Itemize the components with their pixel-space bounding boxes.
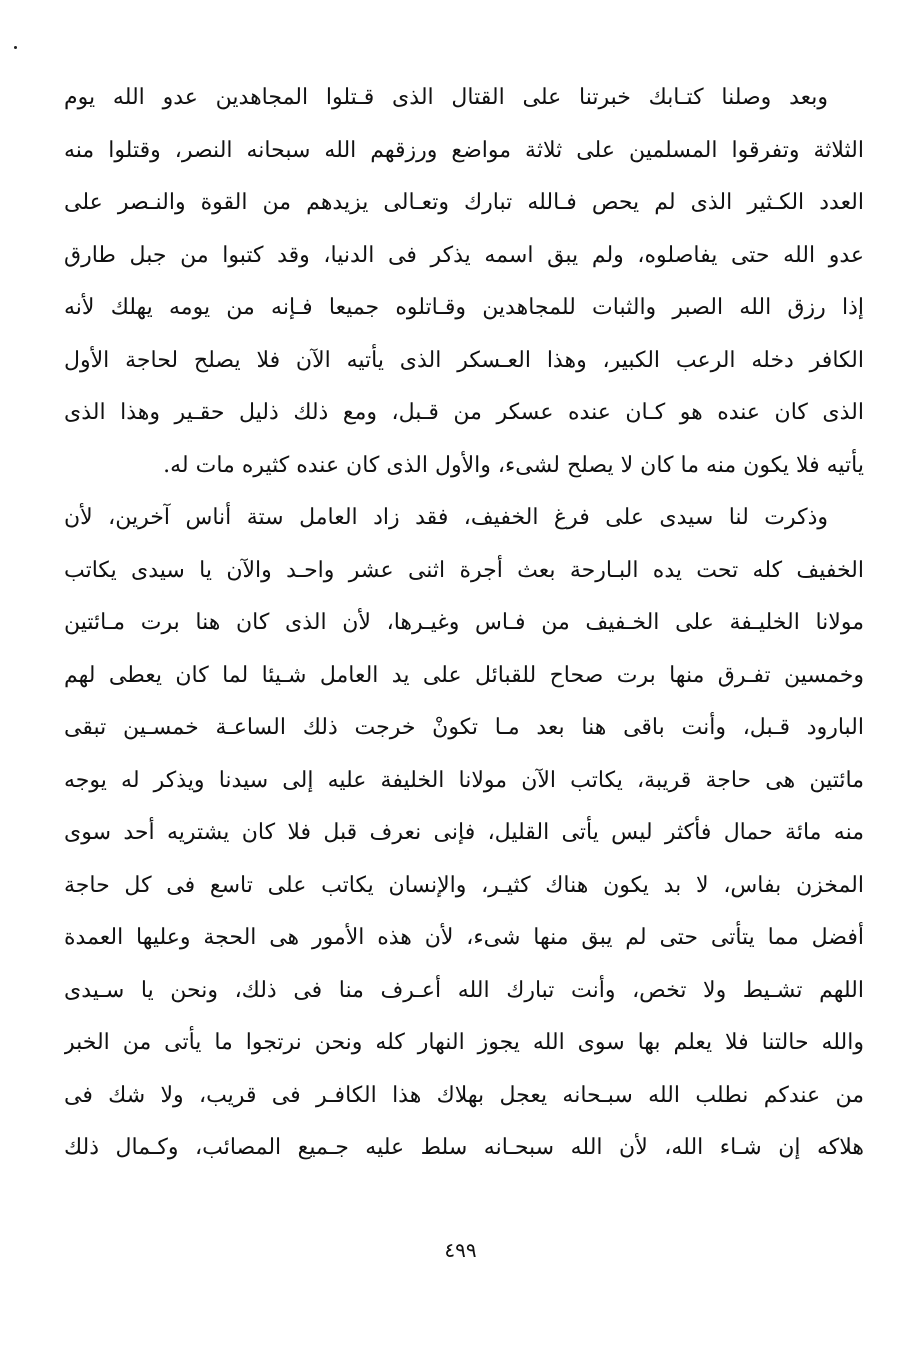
text-line: يأتيه فلا يكون منه ما كان لا يصلح لشىء، والأول الذى كان عنده كثيره مات له. <box>163 452 864 478</box>
text-line: والله حالتنا فلا يعلم بها سوى الله يجوز النهار كله ونحن نرتجوا ما يأتى من الخبر <box>64 1030 864 1055</box>
text-line: الكافر دخله الرعب الكبير، وهذا العـسكر الذى يأتيه الآن فلا يصلح لحاجة الأول <box>64 347 864 373</box>
text-line: مولانا الخليـفة على الخـفيف من فـاس وغيـرها، لأن الذى كان هنا برت مـائتين <box>64 610 864 635</box>
text-line: العدد الكـثير الذى لم يحص فـالله تبارك وتعـالى يزيدهم من القوة والنـصر على <box>64 190 864 215</box>
text-line: من عندكم نطلب الله سبـحانه يعجل بهلاك هذا الكافـر فى قريب، ولا شك فى <box>64 1082 864 1108</box>
text-line: عدو الله حتى يفاصلوه، ولم يبق اسمه يذكر فى الدنيا، وقد كتبوا من جبل طارق <box>64 242 864 268</box>
text-line: البارود قـبل، وأنت باقى هنا بعد مـا تكونْ خرجت ذلك الساعـة خمسـين تبقى <box>64 715 864 740</box>
text-line: الذى كان عنده هو كـان عنده عسكر من قـبل، ومع ذلك ذليل حقـير وهذا الذى <box>64 400 864 425</box>
text-line: هلاكه إن شـاء الله، لأن الله سبحـانه سلط عليه جـميع المصائب، وكـمال ذلك <box>64 1135 864 1160</box>
text-line: المخزن بفاس، لا بد يكون هناك كثيـر، والإنسان يكاتب على تاسع فى كل حاجة <box>64 872 864 898</box>
text-line: أفضل مما يتأتى حتى لم يبق منها شىء، لأن هذه الأمور هى الحجة وعليها العمدة <box>64 925 864 950</box>
paragraph-1 <box>64 72 864 492</box>
paragraph-2 <box>64 492 864 1175</box>
scan-mark <box>14 46 17 49</box>
text-line: الثلاثة وتفرقوا المسلمين على ثلاثة مواضع ورزقهم الله سبحانه النصر، وقتلوا منه <box>64 137 864 163</box>
text-line: اللهم تشـيط ولا تخص، وأنت تبارك الله أعـرف منا فى ذلك، ونحن يا سـيدى <box>64 977 864 1003</box>
page-number: ٤٩٩ <box>444 1238 477 1262</box>
text-line: منه مائة حمال فأكثر ليس يأتى القليل، فإنى نعرف قبل فلا كان يشتريه أحد سوى <box>64 820 864 845</box>
text-line: وذكرت لنا سيدى على فرغ الخفيف، فقد زاد العامل ستة أناس آخرين، لأن <box>64 505 828 530</box>
text-line: مائتين هى حاجة قريبة، يكاتب الآن مولانا الخليفة عليه إلى سيدنا ويذكر له يوجه <box>64 767 864 793</box>
text-line: الخفيف كله تحت يده البـارحة بعث أجرة اثنى عشر واحـد والآن يا سيدى يكاتب <box>64 557 864 583</box>
text-line: إذا رزق الله الصبر والثبات للمجاهدين وقـاتلوه جميعا فـإنه من يومه يهلك لأنه <box>64 295 864 320</box>
text-line: وخمسين تفـرق منها برت صحاح للقبائل على يد العامل شـيئا لما كان يعطى لهم <box>64 662 864 688</box>
text-line: وبعد وصلنا كتـابك خبرتنا على القتال الذى قـتلوا المجاهدين عدو الله يوم <box>64 85 828 110</box>
